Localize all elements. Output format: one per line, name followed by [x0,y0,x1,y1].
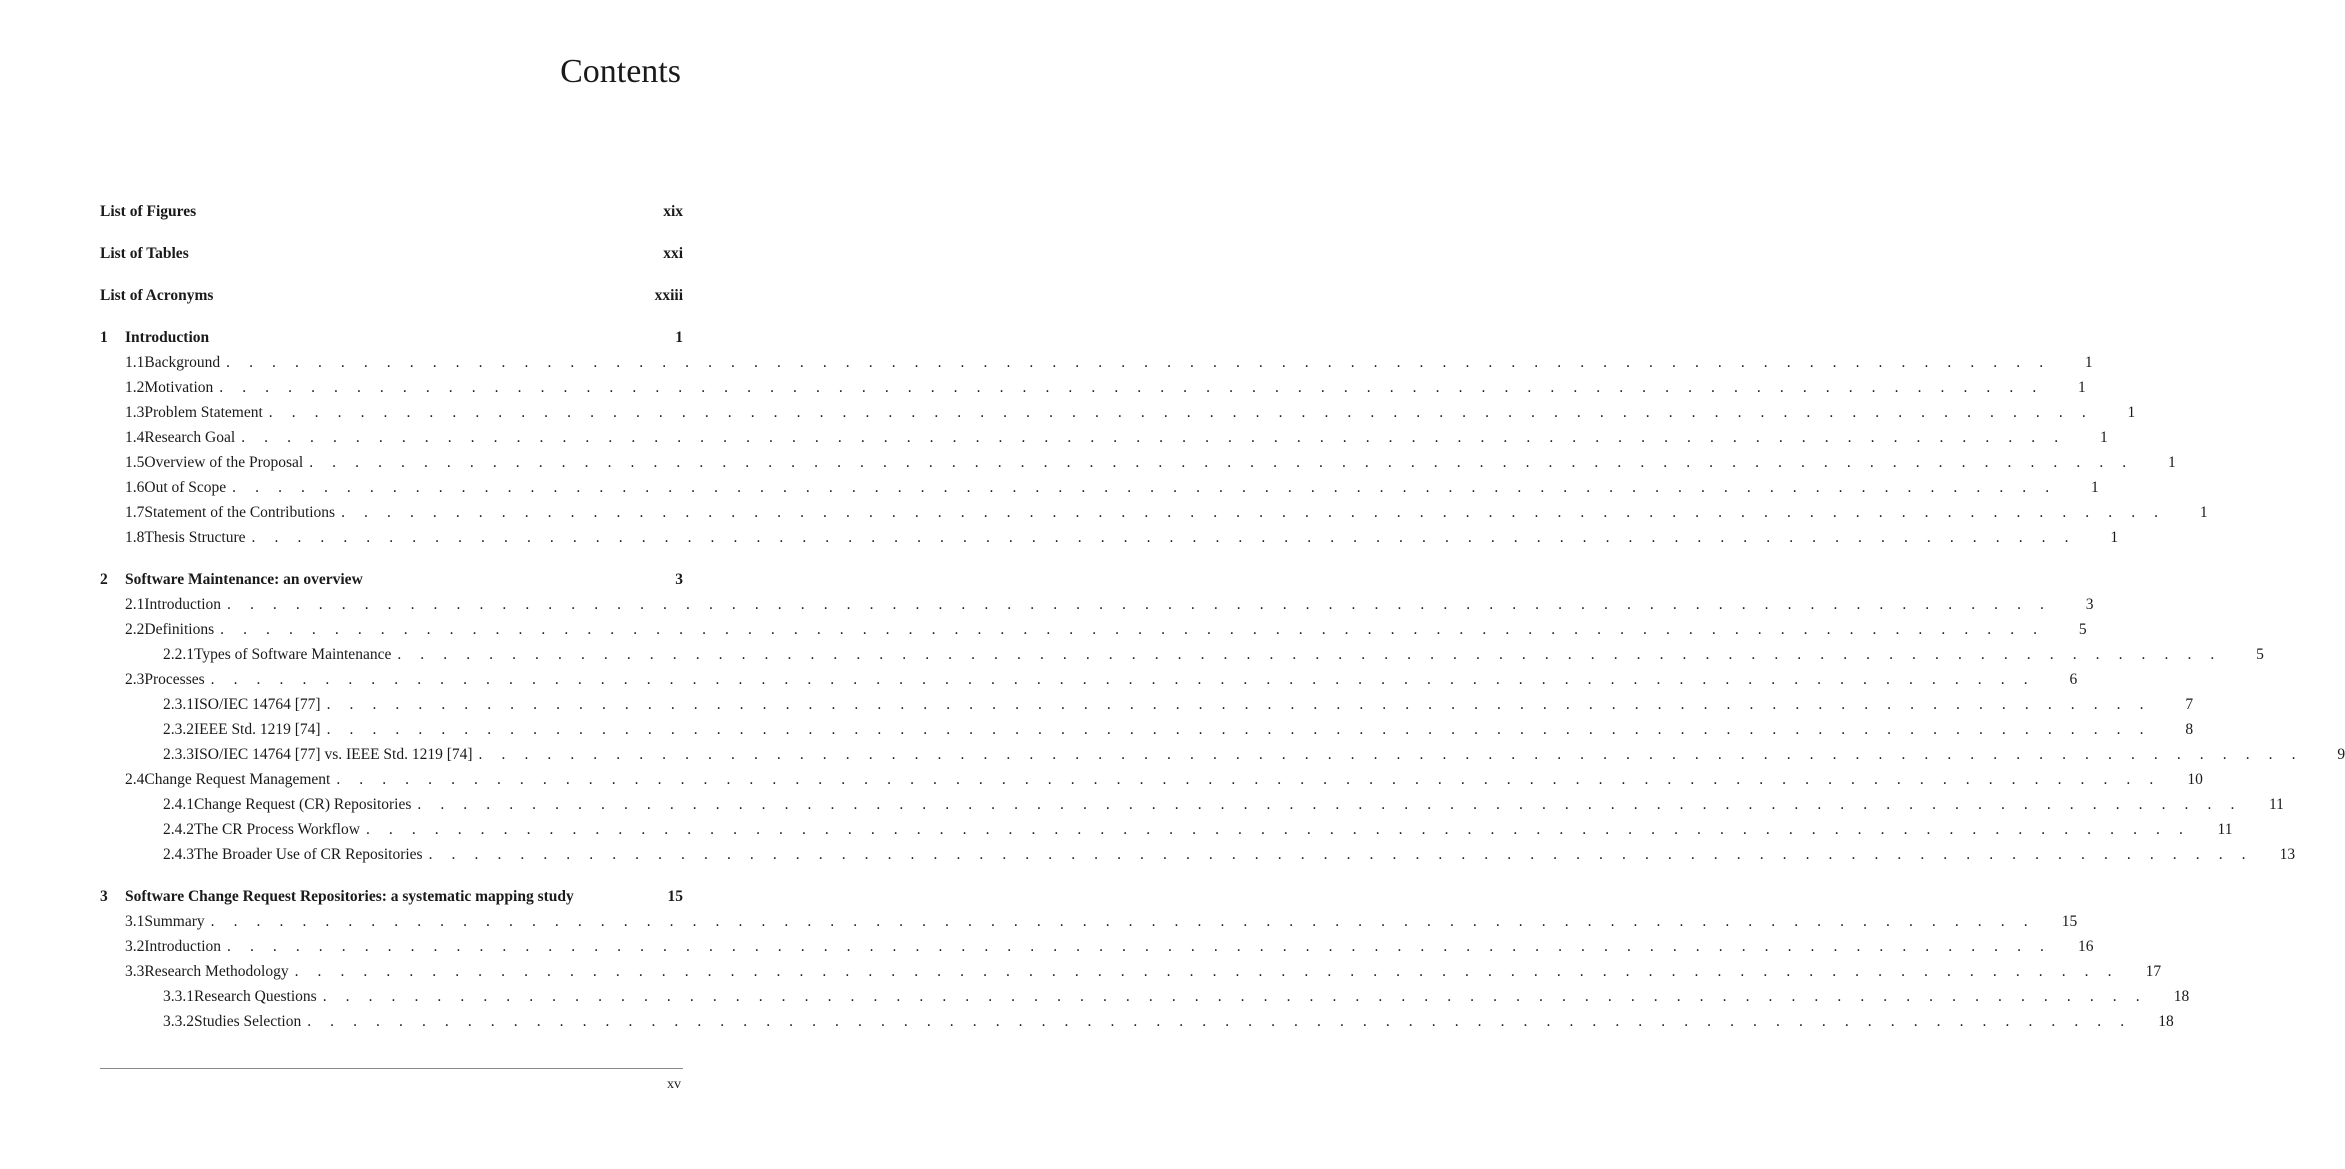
toc-section-entry[interactable] [100,644,2264,666]
chapter-number: 3 [100,888,108,905]
dot-leader: . . . . . . . . . . . . . . . . . . . . . . . . . . . . . . . . . . . . . . . . . . . . . . . . . . . . . . . . . . . . . . . . . . . . . . . . . . . . . . . . [268,404,2094,421]
chapter-page: 1 [675,329,683,346]
section-title: The CR Process Workflow [194,821,360,838]
section-page: 1 [2084,354,2093,371]
section-title: Change Request (CR) Repositories [194,796,412,813]
section-number: 3.1 [125,913,145,930]
dot-leader: . . . . . . . . . . . . . . . . . . . . . . . . . . . . . . . . . . . . . . . . . . . . . . . . . . . . . . . . . . . . . . . . . . . . . . . . . . . . . . . . [232,479,2057,496]
toc-section-entry[interactable] [100,427,2108,449]
section-title: The Broader Use of CR Repositories [194,846,423,863]
section-title: Processes [144,671,205,688]
section-page: 6 [2069,671,2078,688]
toc-section-entry[interactable] [100,669,2078,691]
section-page: 7 [2185,696,2194,713]
toc-section-entry[interactable] [100,719,2194,741]
toc-section-entry[interactable] [100,911,2078,933]
toc-section-entry[interactable] [100,352,2093,374]
toc-entry-title: List of Figures [100,203,197,220]
section-title: ISO/IEC 14764 [77] vs. IEEE Std. 1219 [74] [194,746,473,763]
toc-section-entry[interactable] [100,452,2176,474]
section-title: Statement of the Contributions [144,504,336,521]
dot-leader: . . . . . . . . . . . . . . . . . . . . . . . . . . . . . . . . . . . . . . . . . . . . . . . . . . . . . . . . . . . . . . . . . . . . . . . . . . . . . . . . [307,1013,2132,1030]
section-number: 2.3.1 [163,696,194,713]
section-page: 5 [2256,646,2264,663]
section-number: 2.4.2 [163,821,194,838]
toc-chapter-1[interactable] [100,327,683,349]
toc-section-entry[interactable] [100,844,2296,866]
dot-leader: . . . . . . . . . . . . . . . . . . . . . . . . . . . . . . . . . . . . . . . . . . . . . . . . . . . . . . . . . . . . . . . . . . . . . . . . . . . . . . . . [417,796,2242,813]
section-title: Types of Software Maintenance [194,646,392,663]
section-title: Research Goal [144,429,236,446]
chapter-title: Software Maintenance: an overview [125,571,363,588]
section-title: Definitions [144,621,215,638]
section-title: Background [144,354,221,371]
chapter-page: 15 [667,888,683,905]
section-page: 1 [2199,504,2208,521]
section-number: 2.3.2 [163,721,194,738]
dot-leader: . . . . . . . . . . . . . . . . . . . . . . . . . . . . . . . . . . . . . . . . . . . . . . . . . . . . . . . . . . . . . . . . . . . . . . . . . . . . . . . . [210,913,2036,930]
page-title: Contents [560,53,681,90]
section-number: 1.4 [125,429,145,446]
dot-leader: . . . . . . . . . . . . . . . . . . . . . . . . . . . . . . . . . . . . . . . . . . . . . . . . . . . . . . . . . . . . . . . . . . . . . . . . . . . . . . . . [365,821,2191,838]
dot-leader: . . . . . . . . . . . . . . . . . . . . . . . . . . . . . . . . . . . . . . . . . . . . . . . . . . . . . . . . . . . . . . . . . . . . . . . . . . . . . . . . [241,429,2066,446]
dot-leader: . . . . . . . . . . . . . . . . . . . . . . . . . . . . . . . . . . . . . . . . . . . . . . . . . . . . . . . . . . . . . . . . . . . . . . . . . . . . . . . . [322,988,2148,1005]
dot-leader: . . . . . . . . . . . . . . . . . . . . . . . . . . . . . . . . . . . . . . . . . . . . . . . . . . . . . . . . . . . . . . . . . . . . . . . . . . . . . . . . [220,621,2045,638]
toc-section-entry[interactable] [100,477,2099,499]
toc-chapter-3[interactable] [100,886,683,908]
toc-section-entry[interactable] [100,819,2233,841]
section-title: Studies Selection [194,1013,302,1030]
dot-leader: . . . . . . . . . . . . . . . . . . . . . . . . . . . . . . . . . . . . . . . . . . . . . . . . . . . . . . . . . . . . . . . . . . . . . . . . . . . . . . . . [428,846,2254,863]
toc-section-entry[interactable] [100,527,2119,549]
section-title: Summary [144,913,205,930]
section-page: 16 [2078,938,2094,955]
section-number: 1.3 [125,404,145,421]
footer-rule [100,1068,683,1069]
section-page: 1 [2127,404,2136,421]
section-number: 2.4.3 [163,846,194,863]
page-number: xv [667,1077,681,1092]
section-page: 11 [2217,821,2233,838]
section-title: Thesis Structure [144,529,246,546]
dot-leader: . . . . . . . . . . . . . . . . . . . . . . . . . . . . . . . . . . . . . . . . . . . . . . . . . . . . . . . . . . . . . . . . . . . . . . . . . . . . . . . . [326,721,2152,738]
section-page: 3 [2085,596,2094,613]
dot-leader: . . . . . . . . . . . . . . . . . . . . . . . . . . . . . . . . . . . . . . . . . . . . . . . . . . . . . . . . . . . . . . . . . . . . . . . . . . . . . . . . [219,379,2044,396]
section-title: Research Questions [194,988,317,1005]
section-number: 3.2 [125,938,145,955]
toc-section-entry[interactable] [100,794,2284,816]
section-number: 2.2.1 [163,646,194,663]
section-page: 1 [2110,529,2119,546]
toc-section-entry[interactable] [100,502,2208,524]
toc-section-entry[interactable] [100,694,2194,716]
dot-leader: . . . . . . . . . . . . . . . . . . . . . . . . . . . . . . . . . . . . . . . . . . . . . . . . . . . . . . . . . . . . . . . . . . . . . . . . . . . . . . . . [210,671,2036,688]
section-page: 10 [2187,771,2203,788]
dot-leader: . . . . . . . . . . . . . . . . . . . . . . . . . . . . . . . . . . . . . . . . . . . . . . . . . . . . . . . . . . . . . . . . . . . . . . . . . . . . . . . . [397,646,2222,663]
toc-section-entry[interactable] [100,619,2087,641]
dot-leader: . . . . . . . . . . . . . . . . . . . . . . . . . . . . . . . . . . . . . . . . . . . . . . . . . . . . . . . . . . . . . . . . . . . . . . . . . . . . . . . . [336,771,2161,788]
section-page: 18 [2158,1013,2174,1030]
section-number: 2.3 [125,671,145,688]
section-page: 5 [2078,621,2087,638]
section-number: 1.5 [125,454,145,471]
section-page: 8 [2185,721,2194,738]
section-number: 3.3.2 [163,1013,194,1030]
chapter-number: 1 [100,329,108,346]
toc-section-entry[interactable] [100,594,2094,616]
section-title: Change Request Management [144,771,331,788]
section-page: 15 [2061,913,2078,930]
section-title: Problem Statement [144,404,263,421]
section-page: 1 [2090,479,2099,496]
toc-section-entry[interactable] [100,961,2162,983]
section-page: 1 [2099,429,2108,446]
toc-entry-title: List of Tables [100,245,189,262]
toc-chapter-2[interactable] [100,569,683,591]
toc-entry-list-of-figures[interactable] [100,201,683,223]
toc-section-entry[interactable] [100,377,2086,399]
toc-section-entry[interactable] [100,936,2094,958]
section-page: 18 [2173,988,2190,1005]
dot-leader: . . . . . . . . . . . . . . . . . . . . . . . . . . . . . . . . . . . . . . . . . . . . . . . . . . . . . . . . . . . . . . . . . . . . . . . . . . . . . . . . [294,963,2120,980]
dot-leader: . . . . . . . . . . . . . . . . . . . . . . . . . . . . . . . . . . . . . . . . . . . . . . . . . . . . . . . . . . . . . . . . . . . . . . . . . . . . . . . . [251,529,2077,546]
section-number: 1.7 [125,504,145,521]
section-number: 3.3 [125,963,145,980]
section-title: Research Methodology [144,963,289,980]
toc-section-entry[interactable] [100,1011,2174,1033]
section-title: Introduction [144,938,221,955]
section-title: Out of Scope [144,479,227,496]
chapter-title: Introduction [125,329,210,346]
chapter-title: Software Change Request Repositories: a systematic mapping study [125,888,574,905]
section-number: 2.3.3 [163,746,194,763]
dot-leader: . . . . . . . . . . . . . . . . . . . . . . . . . . . . . . . . . . . . . . . . . . . . . . . . . . . . . . . . . . . . . . . . . . . . . . . . . . . . . . . . [326,696,2152,713]
section-title: IEEE Std. 1219 [74] [194,721,321,738]
section-page: 1 [2168,454,2176,471]
dot-leader: . . . . . . . . . . . . . . . . . . . . . . . . . . . . . . . . . . . . . . . . . . . . . . . . . . . . . . . . . . . . . . . . . . . . . . . . . . . . . . . . [227,596,2052,613]
section-number: 3.3.1 [163,988,194,1005]
toc-entry-page: xxiii [654,287,683,304]
toc-entry-page: xxi [663,245,683,262]
toc-section-entry[interactable] [100,769,2203,791]
section-number: 2.2 [125,621,145,638]
dot-leader: . . . . . . . . . . . . . . . . . . . . . . . . . . . . . . . . . . . . . . . . . . . . . . . . . . . . . . . . . . . . . . . . . . . . . . . . . . . . . . . . [309,454,2134,471]
toc-entry-list-of-tables[interactable] [100,243,683,265]
section-page: 11 [2269,796,2284,813]
section-number: 1.6 [125,479,145,496]
toc-entry-page: xix [663,203,683,220]
chapter-number: 2 [100,571,108,588]
section-number: 1.8 [125,529,145,546]
section-page: 1 [2078,379,2086,396]
section-number: 1.1 [125,354,145,371]
section-title: Introduction [144,596,221,613]
section-title: Motivation [144,379,214,396]
section-number: 2.4 [125,771,145,788]
section-number: 1.2 [125,379,145,396]
toc-section-entry[interactable] [100,402,2136,424]
section-page: 9 [2337,746,2345,763]
dot-leader: . . . . . . . . . . . . . . . . . . . . . . . . . . . . . . . . . . . . . . . . . . . . . . . . . . . . . . . . . . . . . . . . . . . . . . . . . . . . . . . . [227,938,2052,955]
chapter-page: 3 [675,571,683,588]
toc-entry-list-of-acronyms[interactable] [100,285,683,307]
section-title: ISO/IEC 14764 [77] [194,696,321,713]
section-title: Overview of the Proposal [144,454,304,471]
section-number: 2.1 [125,596,145,613]
section-page: 17 [2145,963,2162,980]
dot-leader: . . . . . . . . . . . . . . . . . . . . . . . . . . . . . . . . . . . . . . . . . . . . . . . . . . . . . . . . . . . . . . . . . . . . . . . . . . . . . . . . [478,746,2304,763]
dot-leader: . . . . . . . . . . . . . . . . . . . . . . . . . . . . . . . . . . . . . . . . . . . . . . . . . . . . . . . . . . . . . . . . . . . . . . . . . . . . . . . . [226,354,2051,371]
section-page: 13 [2279,846,2296,863]
toc-entry-title: List of Acronyms [100,287,214,304]
dot-leader: . . . . . . . . . . . . . . . . . . . . . . . . . . . . . . . . . . . . . . . . . . . . . . . . . . . . . . . . . . . . . . . . . . . . . . . . . . . . . . . . [341,504,2166,521]
section-number: 2.4.1 [163,796,194,813]
toc-section-entry[interactable] [100,744,2345,766]
toc-section-entry[interactable] [100,986,2190,1008]
